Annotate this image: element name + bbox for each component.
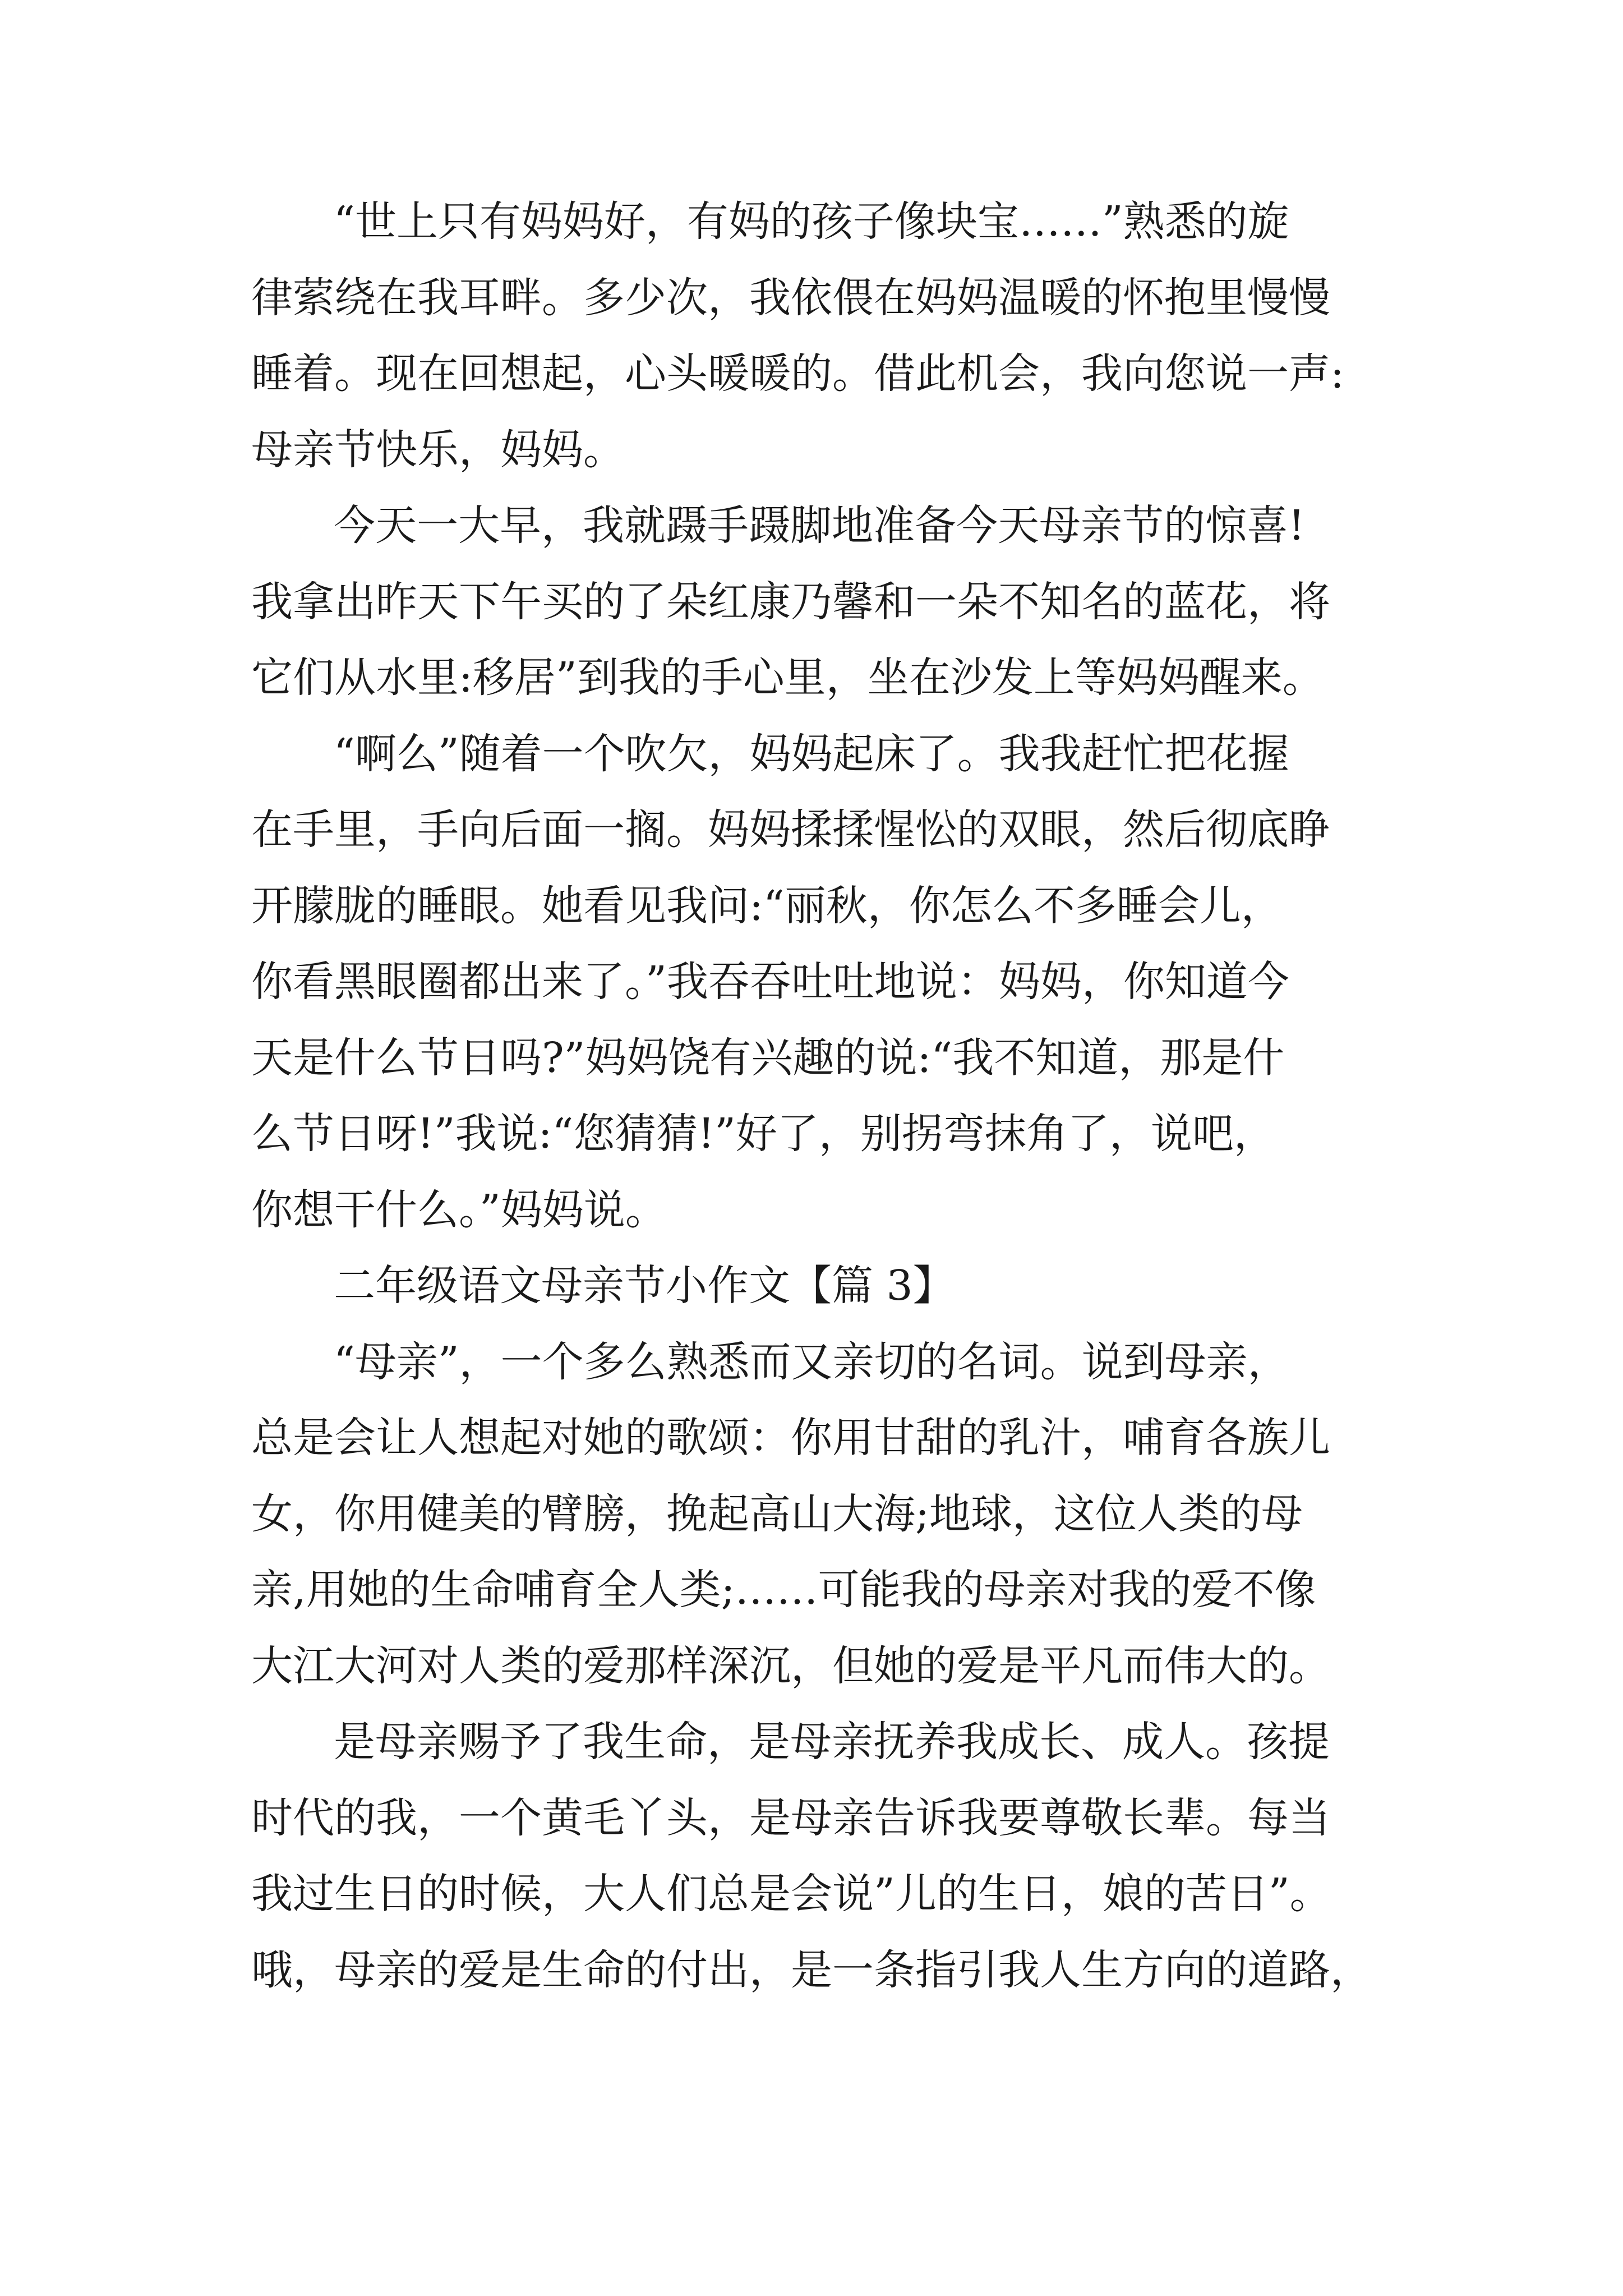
text-line: 今天一大早，我就蹑手蹑脚地准备今天母亲节的惊喜! — [334, 501, 1305, 550]
text-line: 母亲节快乐，妈妈。 — [251, 426, 625, 474]
text-line: 你想干什么。”妈妈说。 — [251, 1186, 667, 1234]
text-line: 是母亲赐予了我生命，是母亲抚养我成长、成人。孩提 — [334, 1718, 1330, 1766]
text-line: 总是会让人想起对她的歌颂：你用甘甜的乳汁，哺育各族儿 — [251, 1414, 1330, 1462]
text-line: 哦，母亲的爱是生命的付出，是一条指引我人生方向的道路， — [251, 1946, 1372, 1994]
text-line: 我拿出昨天下午买的了朵红康乃馨和一朵不知名的蓝花，将 — [251, 578, 1330, 626]
text-line: 睡着。现在回想起，心头暖暖的。借此机会，我向您说一声: — [251, 349, 1344, 398]
text-line: 大江大河对人类的爱那样深沉，但她的爱是平凡而伟大的。 — [251, 1642, 1330, 1690]
text-line: 么节日呀!”我说:“您猜猜!”好了，别拐弯抹角了，说吧， — [251, 1110, 1275, 1158]
text-line: 你看黑眼圈都出来了。”我吞吞吐吐地说：妈妈，你知道今 — [251, 958, 1289, 1006]
text-line: 天是什么节日吗?”妈妈饶有兴趣的说:“我不知道，那是什 — [251, 1034, 1285, 1082]
text-line: 律萦绕在我耳畔。多少次，我依偎在妈妈温暖的怀抱里慢慢 — [251, 274, 1330, 322]
text-line: “世上只有妈妈好，有妈的孩子像块宝……”熟悉的旋 — [334, 197, 1289, 246]
section-heading: 二年级语文母亲节小作文【篇 3】 — [334, 1262, 955, 1310]
text-line: 它们从水里:移居”到我的手心里，坐在沙发上等妈妈醒来。 — [251, 654, 1324, 702]
text-line: “啊么”随着一个吹欠，妈妈起床了。我我赶忙把花握 — [334, 730, 1289, 778]
text-line: “母亲”，一个多么熟悉而又亲切的名词。说到母亲， — [334, 1338, 1289, 1386]
text-line: 开朦胧的睡眼。她看见我问:“丽秋，你怎么不多睡会儿， — [251, 882, 1283, 930]
text-line: 在手里，手向后面一搁。妈妈揉揉惺忪的双眼，然后彻底睁 — [251, 806, 1330, 854]
text-line: 亲,用她的生命哺育全人类;……可能我的母亲对我的爱不像 — [251, 1566, 1316, 1614]
text-line: 时代的我，一个黄毛丫头，是母亲告诉我要尊敬长辈。每当 — [251, 1794, 1330, 1842]
text-line: 女，你用健美的臂膀，挽起高山大海;地球，这位人类的母 — [251, 1490, 1303, 1538]
text-line: 我过生日的时候，大人们总是会说”儿的生日，娘的苦日”。 — [251, 1870, 1331, 1918]
